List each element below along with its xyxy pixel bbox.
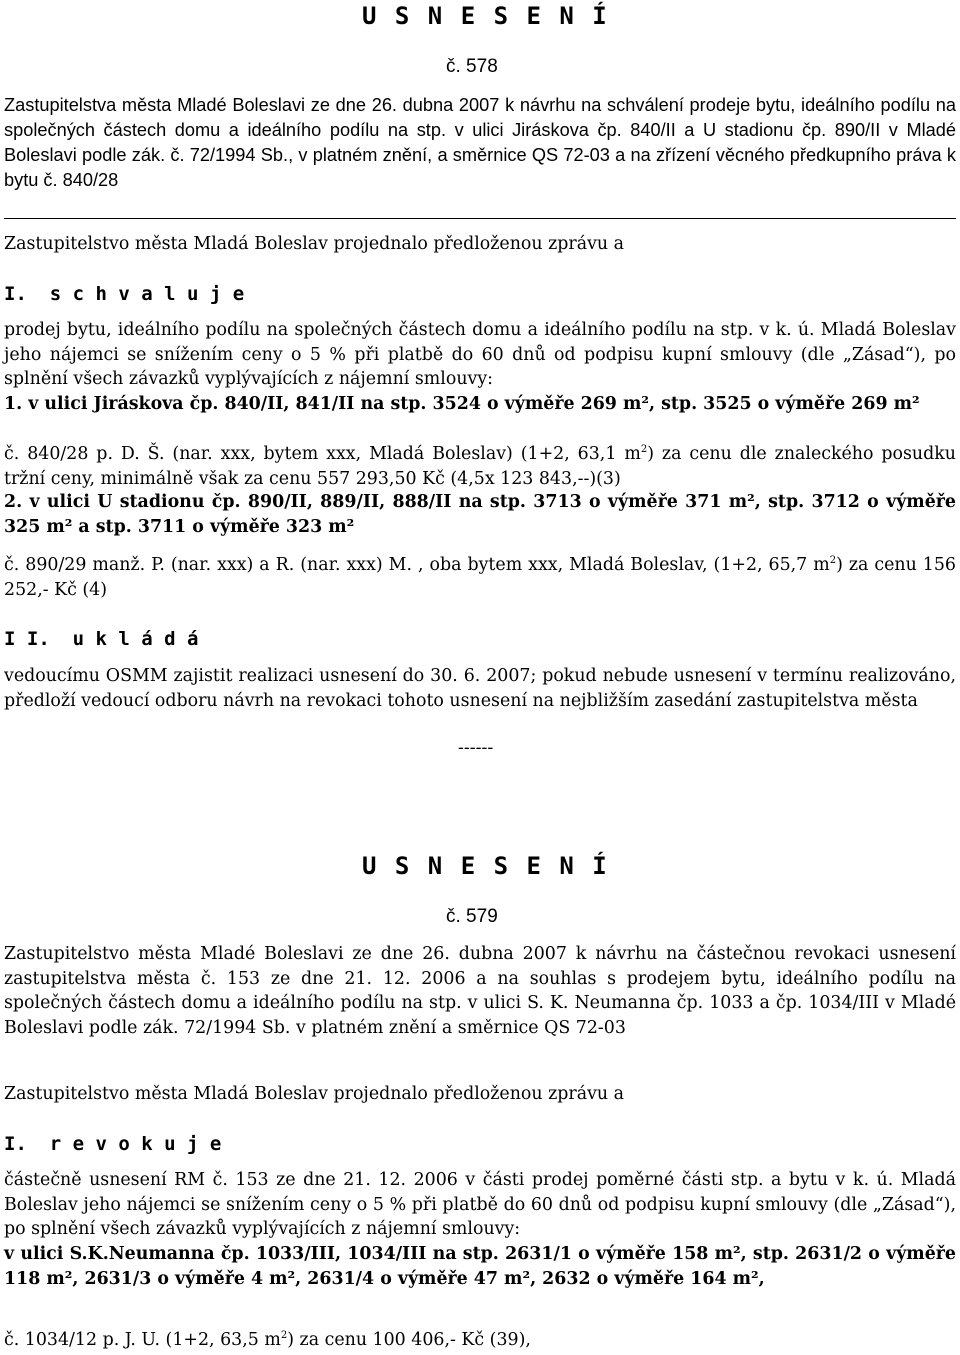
resolution-intro: Zastupitelstva města Mladé Boleslavi ze dne 26. dubna 2007 k návrhu na schválení prodeje bytu, ideálního podílu na společných částech domu a ideálního podílu na stp. v ulici Jiráskova čp. 840/II a U stadionu čp. 890/II v Mladé Boleslavi podle zák. č. 72/1994 Sb., v platném znění, a směrnice QS 72-03 a na zřízení věcného předkupního práva k bytu č. 840/28 [4, 95, 956, 190]
orders-text: vedoucímu OSMM zajistit realizaci usnesení do 30. 6. 2007; pokud nebude usnesení v termínu realizováno, předloží vedoucí odboru návrh na revokaci tohoto usnesení na nejbližším zasedání zastupitelstva města [4, 666, 956, 711]
item-2-heading: 2. v ulici U stadionu čp. 890/II, 889/II, 888/II na stp. 3713 o výměře 371 m², stp. 3712 o výměře 325 m² a stp. 3711 o výměře 323 m² [4, 492, 956, 537]
item-1-detail-text-b: ) za cenu dle znaleckého posudku tržní ceny, minimálně však za cenu 557 293,50 Kč (4,5x 123 843,--)(3) [4, 444, 957, 489]
approval-text: prodej bytu, ideálního podílu na společných částech domu a ideálního podílu na stp. v k. ú. Mladá Boleslav jeho nájemci se snížením ceny o 5 % při platbě do 60 dnů od podpisu kupní smlouvy (dle „Zásad“), po splnění všech závazků vyplývajících z nájemní smlouvy: [4, 320, 956, 389]
item-1-heading: 1. v ulici Jiráskova čp. 840/II, 841/II na stp. 3524 o výměře 269 m², stp. 3525 o výměře 269 m² [4, 394, 920, 414]
item-1-detail [4, 442, 956, 491]
section-heading-approves: I. s c h v a l u j e [4, 283, 245, 305]
item-2-detail [4, 553, 956, 602]
resolution-number-2: č. 579 [446, 906, 498, 927]
section-heading-revokes: I. r e v o k u j e [4, 1133, 222, 1155]
revocation-text: částečně usnesení RM č. 153 ze dne 21. 12. 2006 v části prodej poměrné části stp. a bytu v k. ú. Mladá Boleslav jeho nájemci se snížením ceny o 5 % při platbě do 60 dnů od podpisu kupní smlouvy (dle „Zásad“), po splnění všech závazků vyplývajících z nájemní smlouvy: [4, 1170, 956, 1239]
resolution-intro-2: Zastupitelstvo města Mladé Boleslavi ze dne 26. dubna 2007 k návrhu na částečnou revokaci usnesení zastupitelstva města č. 153 ze dne 21. 12. 2006 a na souhlas s prodejem bytu, ideálního podílu na společných částech domu a ideálního podílu na stp. v ulici S. K. Neumanna čp. 1033 a čp. 1034/III v Mladé Boleslavi podle zák. 72/1994 Sb. v platném znění a směrnice QS 72-03 [4, 944, 956, 1038]
horizontal-rule [4, 218, 956, 219]
item-heading-3: v ulici S.K.Neumanna čp. 1033/III, 1034/III na stp. 2631/1 o výměře 158 m², stp. 2631/2 o výměře 118 m², 2631/3 o výměře 4 m², 2631/4 o výměře 47 m², 2632 o výměře 164 m², [4, 1244, 956, 1289]
council-statement-2: Zastupitelstvo města Mladá Boleslav projednalo předloženou zprávu a [4, 1084, 625, 1104]
item-detail-3-superscript: 2 [280, 1330, 288, 1341]
item-1-detail-text-a: č. 840/28 p. D. Š. (nar. xxx, bytem xxx, Mladá Boleslav) (1+2, 63,1 m [4, 444, 641, 464]
item-detail-3 [4, 1328, 956, 1353]
item-1-detail-superscript: 2 [640, 444, 648, 455]
council-statement: Zastupitelstvo města Mladá Boleslav projednalo předloženou zprávu a [4, 234, 625, 254]
item-2-detail-text-a: č. 890/29 manž. P. (nar. xxx) a R. (nar. xxx) M. , oba bytem xxx, Mladá Boleslav, (1+2, 65,7 m [4, 555, 830, 575]
resolution-heading-2: U S N E S E N Í [362, 852, 609, 880]
resolution-number: č. 578 [446, 56, 498, 77]
section-heading-orders: I I. u k l á d á [4, 628, 199, 650]
item-detail-3-text-a: č. 1034/12 p. J. U. (1+2, 63,5 m [4, 1330, 281, 1350]
resolution-heading: U S N E S E N Í [362, 2, 609, 30]
item-detail-3-text-b: ) za cenu 100 406,- Kč (39), [287, 1330, 531, 1350]
separator-dashes: ------ [458, 738, 494, 758]
item-2-detail-text-b: ) za cenu 156 252,- Kč (4) [4, 555, 956, 600]
item-2-detail-superscript: 2 [829, 555, 837, 566]
